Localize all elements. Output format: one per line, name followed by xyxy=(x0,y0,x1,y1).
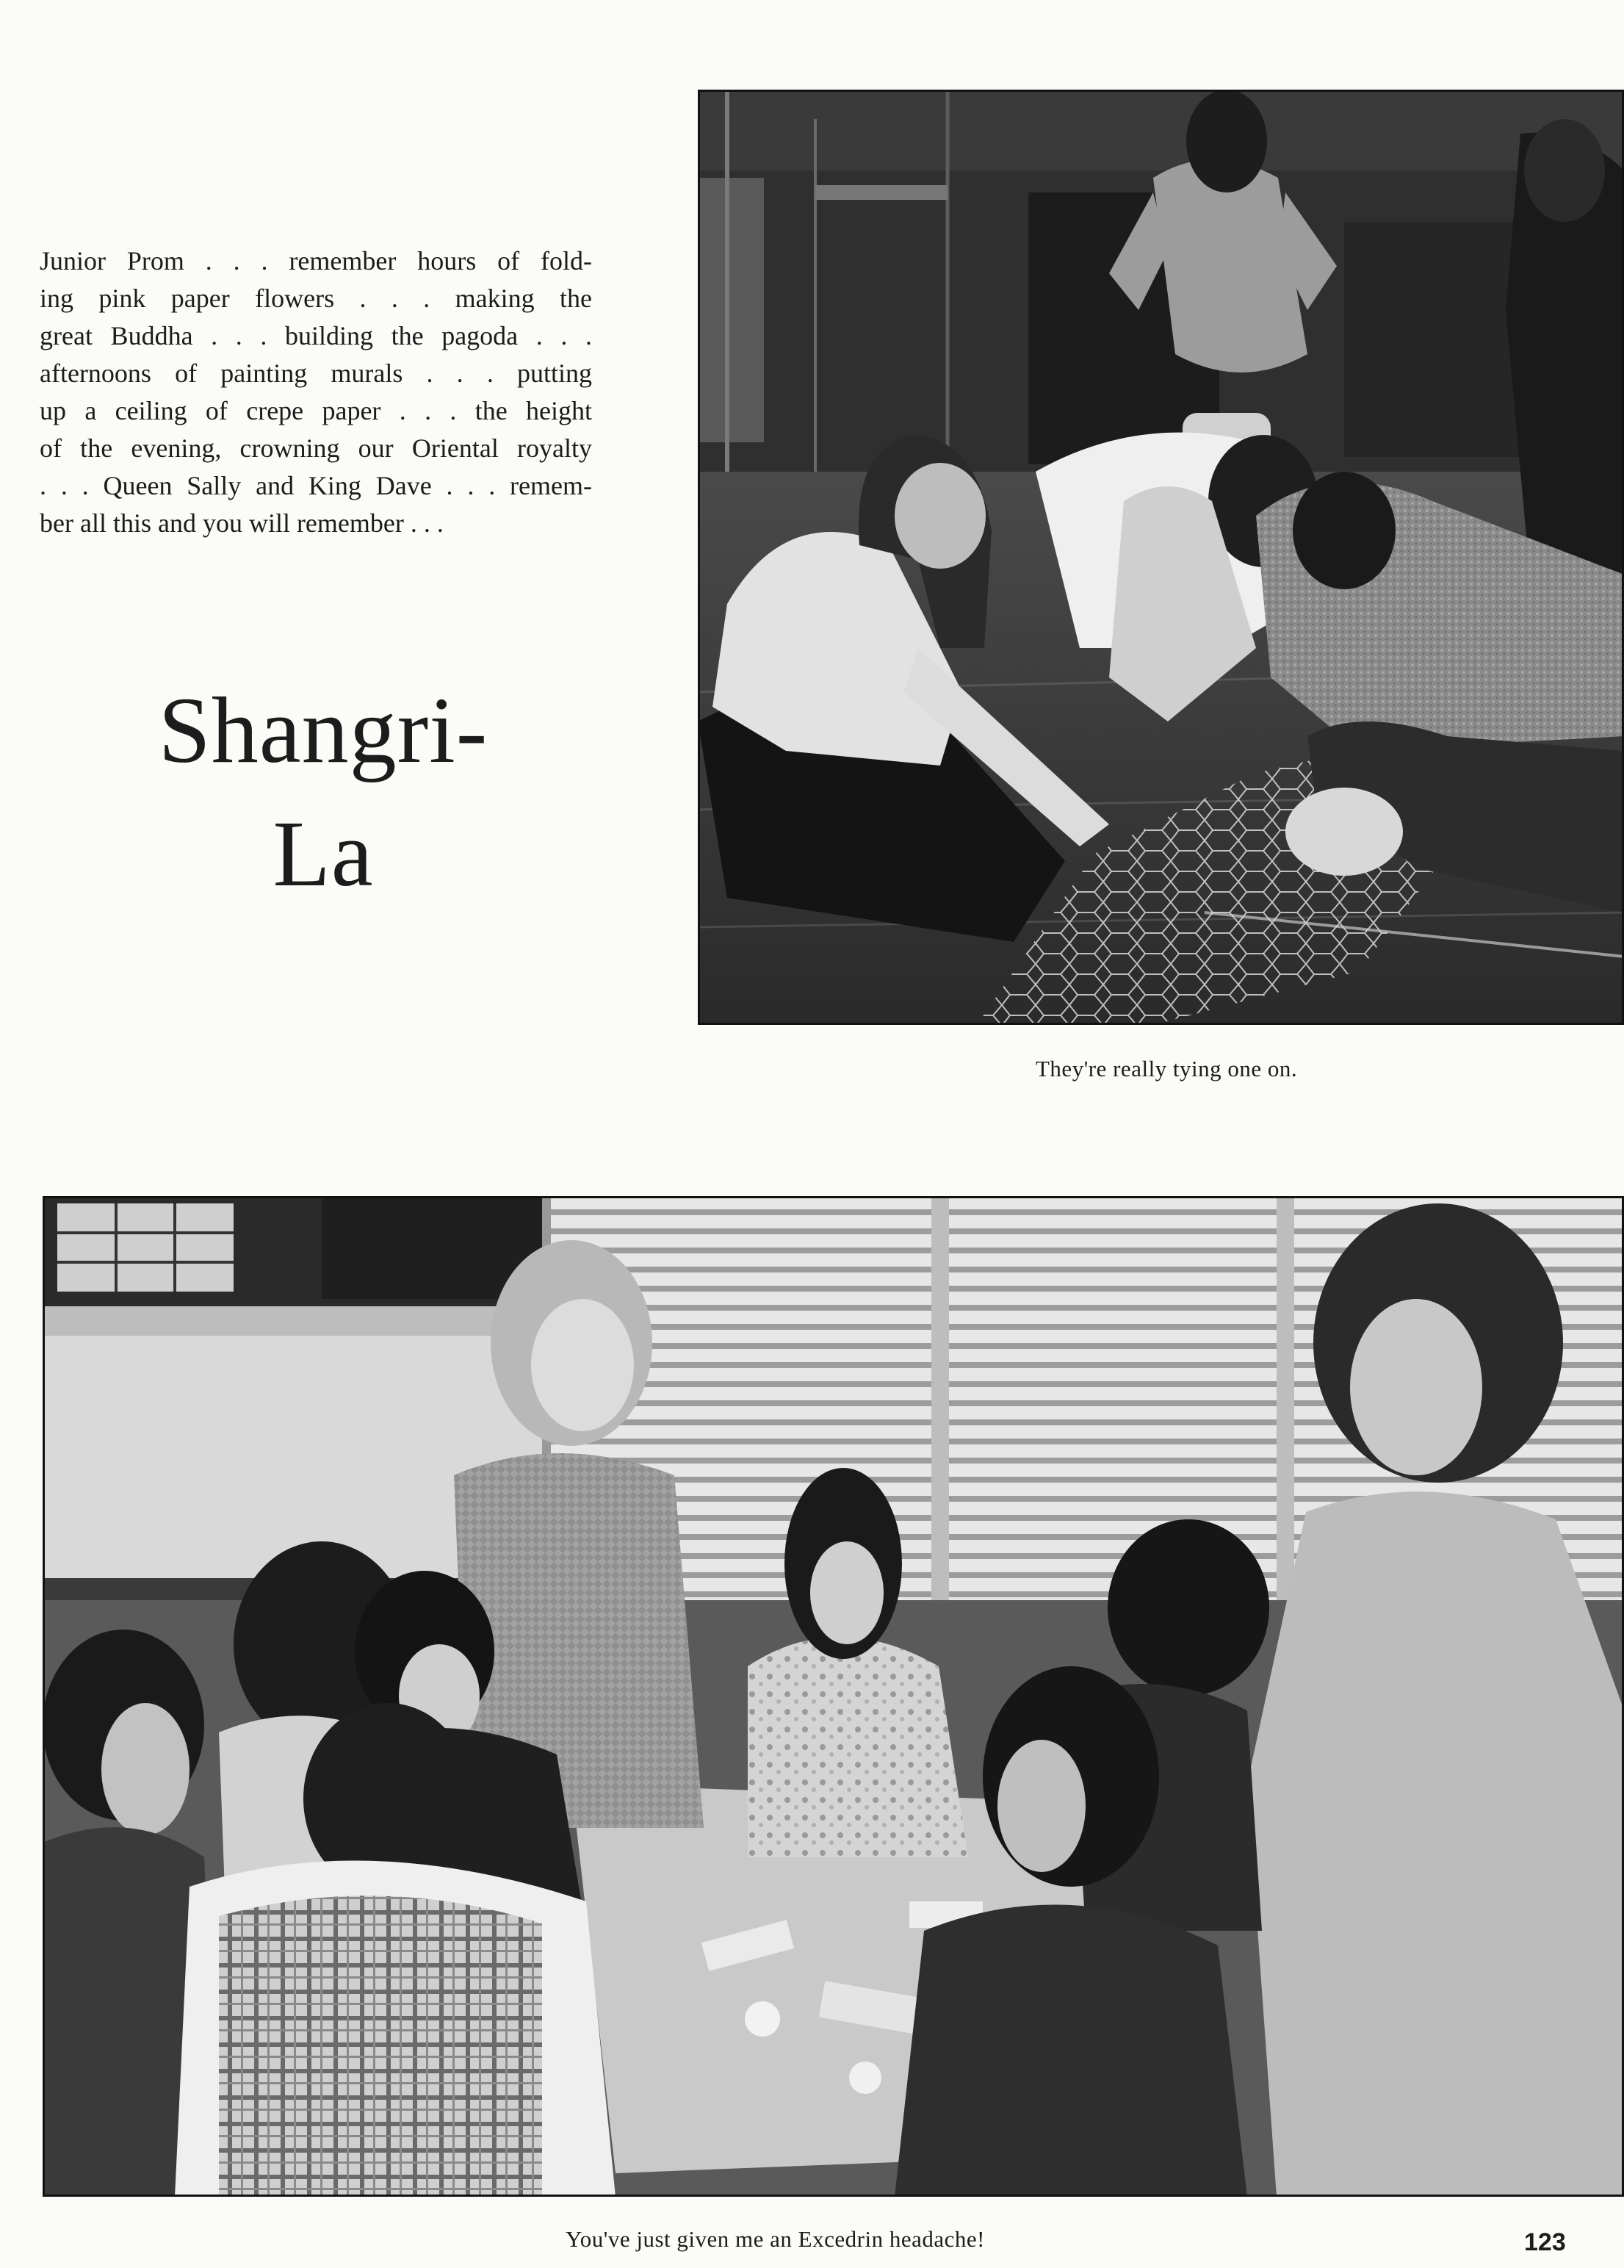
intro-line: afternoons of painting murals . . . putting xyxy=(40,359,592,388)
title-line-2: La xyxy=(273,802,374,906)
intro-line: ber all this and you will remember . . . xyxy=(40,508,444,538)
intro-line: great Buddha . . . building the pagoda . . . xyxy=(40,321,592,350)
photo-students-tying-wire xyxy=(698,90,1624,1025)
title-line-1: Shangri- xyxy=(158,678,488,782)
photo-top-caption: They're really tying one on. xyxy=(1036,1056,1298,1081)
page-title xyxy=(103,669,544,915)
photo-bottom-caption: You've just given me an Excedrin headache! xyxy=(566,2226,985,2252)
photo-students-at-table xyxy=(43,1196,1624,2197)
intro-line: of the evening, crowning our Oriental royalty xyxy=(40,433,592,463)
intro-paragraph xyxy=(40,242,592,542)
photo-bottom-illustration xyxy=(43,1196,1624,2197)
intro-line: up a ceiling of crepe paper . . . the height xyxy=(40,396,592,425)
page-number: 123 xyxy=(1524,2228,1566,2256)
intro-line: ing pink paper flowers . . . making the xyxy=(40,284,592,313)
intro-line: Junior Prom . . . remember hours of fold- xyxy=(40,246,592,276)
photo-top-illustration xyxy=(698,90,1624,1025)
intro-line: . . . Queen Sally and King Dave . . . remem- xyxy=(40,471,592,500)
